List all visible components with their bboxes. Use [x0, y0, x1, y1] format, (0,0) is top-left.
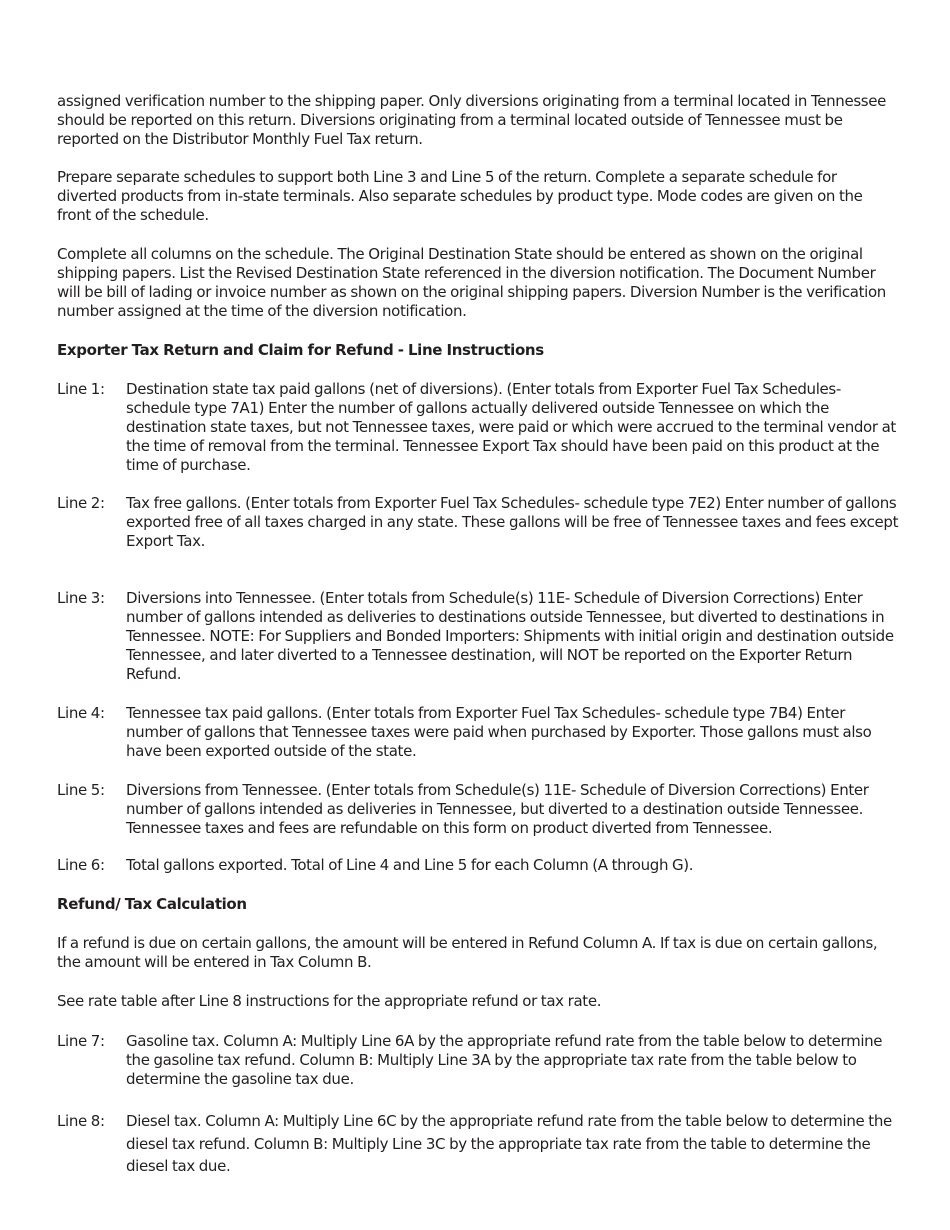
line-text: Tennessee tax paid gallons. (Enter totals from Exporter Fuel Tax Schedules- schedule type 7B4) Enter number of gallons that Tennessee taxes were paid when purchased by Exporter. Those gallons must also have been exported outside of the state.: [126, 704, 872, 760]
line-label: Line 3:: [57, 589, 105, 607]
line-label: Line 1:: [57, 380, 105, 398]
refund-paragraph-columns: If a refund is due on certain gallons, the amount will be entered in Refund Column A. If tax is due on certain gallons, the amount will be entered in Tax Column B.: [57, 934, 878, 971]
line-instruction-3: [57, 589, 899, 684]
refund-paragraph-rate-table: See rate table after Line 8 instructions for the appropriate refund or tax rate.: [57, 992, 602, 1010]
intro-paragraph-separate-schedules: Prepare separate schedules to support both Line 3 and Line 5 of the return. Complete a separate schedule for diverted products from in-state terminals. Also separate schedules by product type. Mode codes are given on the front of the schedule.: [57, 168, 863, 224]
line-label: Line 6:: [57, 856, 105, 874]
line-label: Line 8:: [57, 1112, 105, 1130]
line-text: Destination state tax paid gallons (net of diversions). (Enter totals from Exporter Fuel Tax Schedules- schedule type 7A1) Enter the number of gallons actually delivered outside Tennessee on which the destination state taxes, but not Tennessee taxes, were paid or which were accrued to the terminal vendor at the time of removal from the terminal. Tennessee Export Tax should have been paid on this product at the time of purchase.: [126, 380, 896, 474]
line-text: Diversions from Tennessee. (Enter totals from Schedule(s) 11E- Schedule of Diversion Corrections) Enter number of gallons intended as deliveries in Tennessee, but diverted to a destination outside Tennessee. Tennessee taxes and fees are refundable on this form on product diverted from Tennessee.: [126, 781, 869, 837]
line-text: Diversions into Tennessee. (Enter totals from Schedule(s) 11E- Schedule of Diversion Corrections) Enter number of gallons intended as deliveries to destinations outside Tennessee, but diverted to destinations in Tennessee. NOTE: For Suppliers and Bonded Importers: Shipments with initial origin and destination outside Tennessee, and later diverted to a Tennessee destination, will NOT be reported on the Exporter Return Refund.: [126, 589, 894, 683]
line-label: Line 2:: [57, 494, 105, 512]
line-text: Gasoline tax. Column A: Multiply Line 6A by the appropriate refund rate from the table below to determine the gasoline tax refund. Column B: Multiply Line 3A by the appropriate tax rate from the table below to determine the gasoline tax due.: [126, 1032, 883, 1088]
line-instruction-6: [57, 856, 899, 875]
line-instruction-8: [57, 1110, 899, 1178]
line-text: Diesel tax. Column A: Multiply Line 6C by the appropriate refund rate from the table below to determine the diesel tax refund. Column B: Multiply Line 3C by the appropriate tax rate from the table to determine the diesel tax due.: [126, 1112, 892, 1175]
line-instruction-1: [57, 380, 899, 475]
line-text: Total gallons exported. Total of Line 4 and Line 5 for each Column (A through G).: [126, 856, 694, 874]
line-label: Line 7:: [57, 1032, 105, 1050]
section-heading-line-instructions: Exporter Tax Return and Claim for Refund - Line Instructions: [57, 341, 544, 359]
line-label: Line 4:: [57, 704, 105, 722]
line-text: Tax free gallons. (Enter totals from Exporter Fuel Tax Schedules- schedule type 7E2) Enter number of gallons exported free of all taxes charged in any state. These gallons will be free of Tennessee taxes and fees except Export Tax.: [126, 494, 899, 550]
line-instruction-5: [57, 781, 899, 838]
line-label: Line 5:: [57, 781, 105, 799]
line-instruction-2: [57, 494, 899, 551]
intro-paragraph-verification: assigned verification number to the shipping paper. Only diversions originating from a terminal located in Tennessee should be reported on this return. Diversions originating from a terminal located outside of Tennessee must be reported on the Distributor Monthly Fuel Tax return.: [57, 92, 887, 148]
section-heading-refund-tax: Refund/ Tax Calculation: [57, 895, 247, 913]
intro-paragraph-complete-columns: Complete all columns on the schedule. The Original Destination State should be entered as shown on the original shipping papers. List the Revised Destination State referenced in the diversion notification. The Document Number will be bill of lading or invoice number as shown on the original shipping papers. Diversion Number is the verification number assigned at the time of the diversion notification.: [57, 245, 886, 320]
line-instruction-7: [57, 1032, 899, 1089]
line-instruction-4: [57, 704, 899, 761]
